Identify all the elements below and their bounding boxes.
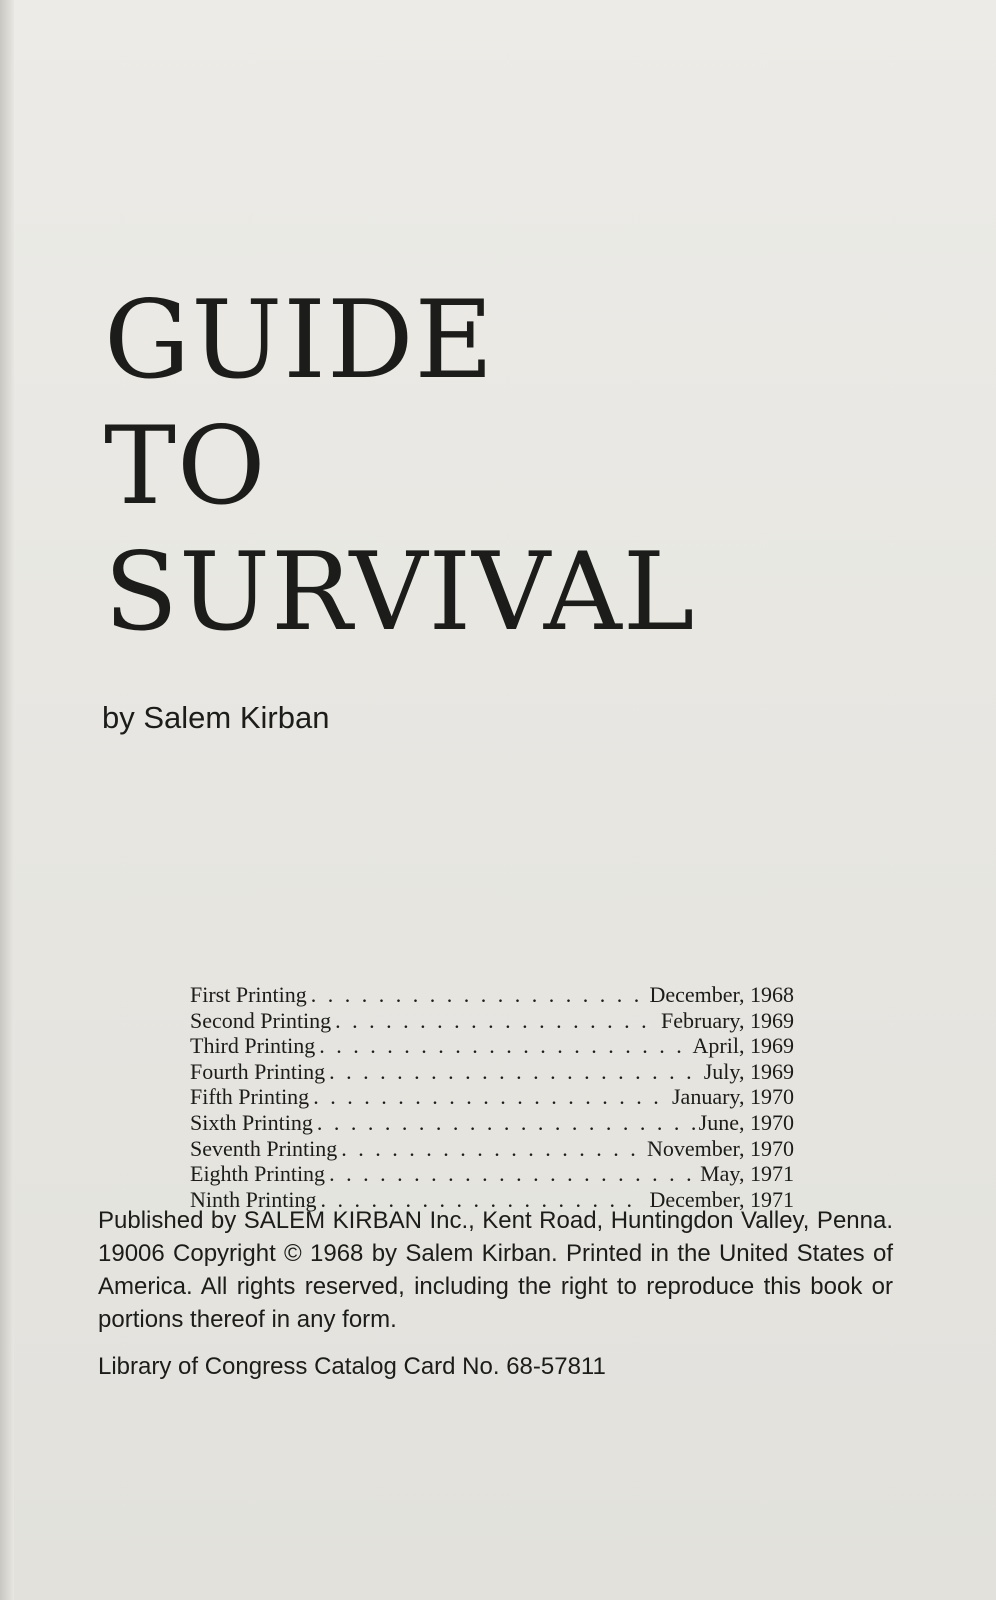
dot-leader	[319, 1033, 688, 1059]
printing-label: Second Printing	[190, 1007, 332, 1033]
printing-label: Seventh Printing	[190, 1135, 338, 1161]
printing-label: Third Printing	[190, 1033, 316, 1059]
publisher-notice: Published by SALEM KIRBAN Inc., Kent Road, Huntingdon Valley, Penna. 19006 Copyright © 1968 by Salem Kirban. Printed in the United States of America. All rights reserved, including the right to reproduce this book or portions thereof in any form.	[98, 1207, 893, 1333]
printing-date: May, 1971	[700, 1161, 794, 1187]
printing-date: November, 1970	[647, 1135, 794, 1161]
printing-row	[190, 1161, 794, 1187]
printing-date: April, 1969	[692, 1033, 794, 1059]
printing-row	[190, 1084, 794, 1110]
printing-date: December, 1968	[649, 982, 794, 1007]
dot-leader	[311, 982, 646, 1008]
dot-leader	[329, 1059, 700, 1085]
printing-history	[190, 982, 794, 1212]
printing-date: July, 1969	[703, 1058, 794, 1084]
dot-leader	[317, 1110, 695, 1136]
title-line-to: TO	[104, 404, 267, 529]
printing-row	[190, 1008, 794, 1034]
printing-label: First Printing	[190, 982, 307, 1007]
author-byline: by Salem Kirban	[102, 700, 330, 735]
printing-label: Ninth Printing	[190, 1186, 317, 1212]
title-line-survival: SURVIVAL	[104, 530, 696, 655]
printing-label: Fourth Printing	[190, 1058, 326, 1084]
book-title	[104, 278, 696, 656]
printing-date: December, 1971	[649, 1186, 794, 1212]
dot-leader	[335, 1008, 657, 1034]
page-edge	[0, 0, 14, 1600]
printing-row	[190, 1033, 794, 1059]
dot-leader	[341, 1136, 643, 1162]
printing-row	[190, 982, 794, 1008]
printing-row	[190, 1136, 794, 1162]
printing-date: January, 1970	[672, 1084, 794, 1110]
printing-label: Fifth Printing	[190, 1084, 310, 1110]
printing-row	[190, 1059, 794, 1085]
dot-leader	[329, 1161, 696, 1187]
printing-label: Sixth Printing	[190, 1109, 313, 1135]
printing-date: February, 1969	[661, 1007, 794, 1033]
printing-label: Eighth Printing	[190, 1161, 326, 1187]
title-line-guide: GUIDE	[104, 278, 495, 403]
catalog-card-number: Library of Congress Catalog Card No. 68-57811	[98, 1353, 606, 1380]
printing-row	[190, 1110, 794, 1136]
printing-date: June, 1970	[698, 1109, 794, 1135]
dot-leader	[313, 1084, 668, 1110]
